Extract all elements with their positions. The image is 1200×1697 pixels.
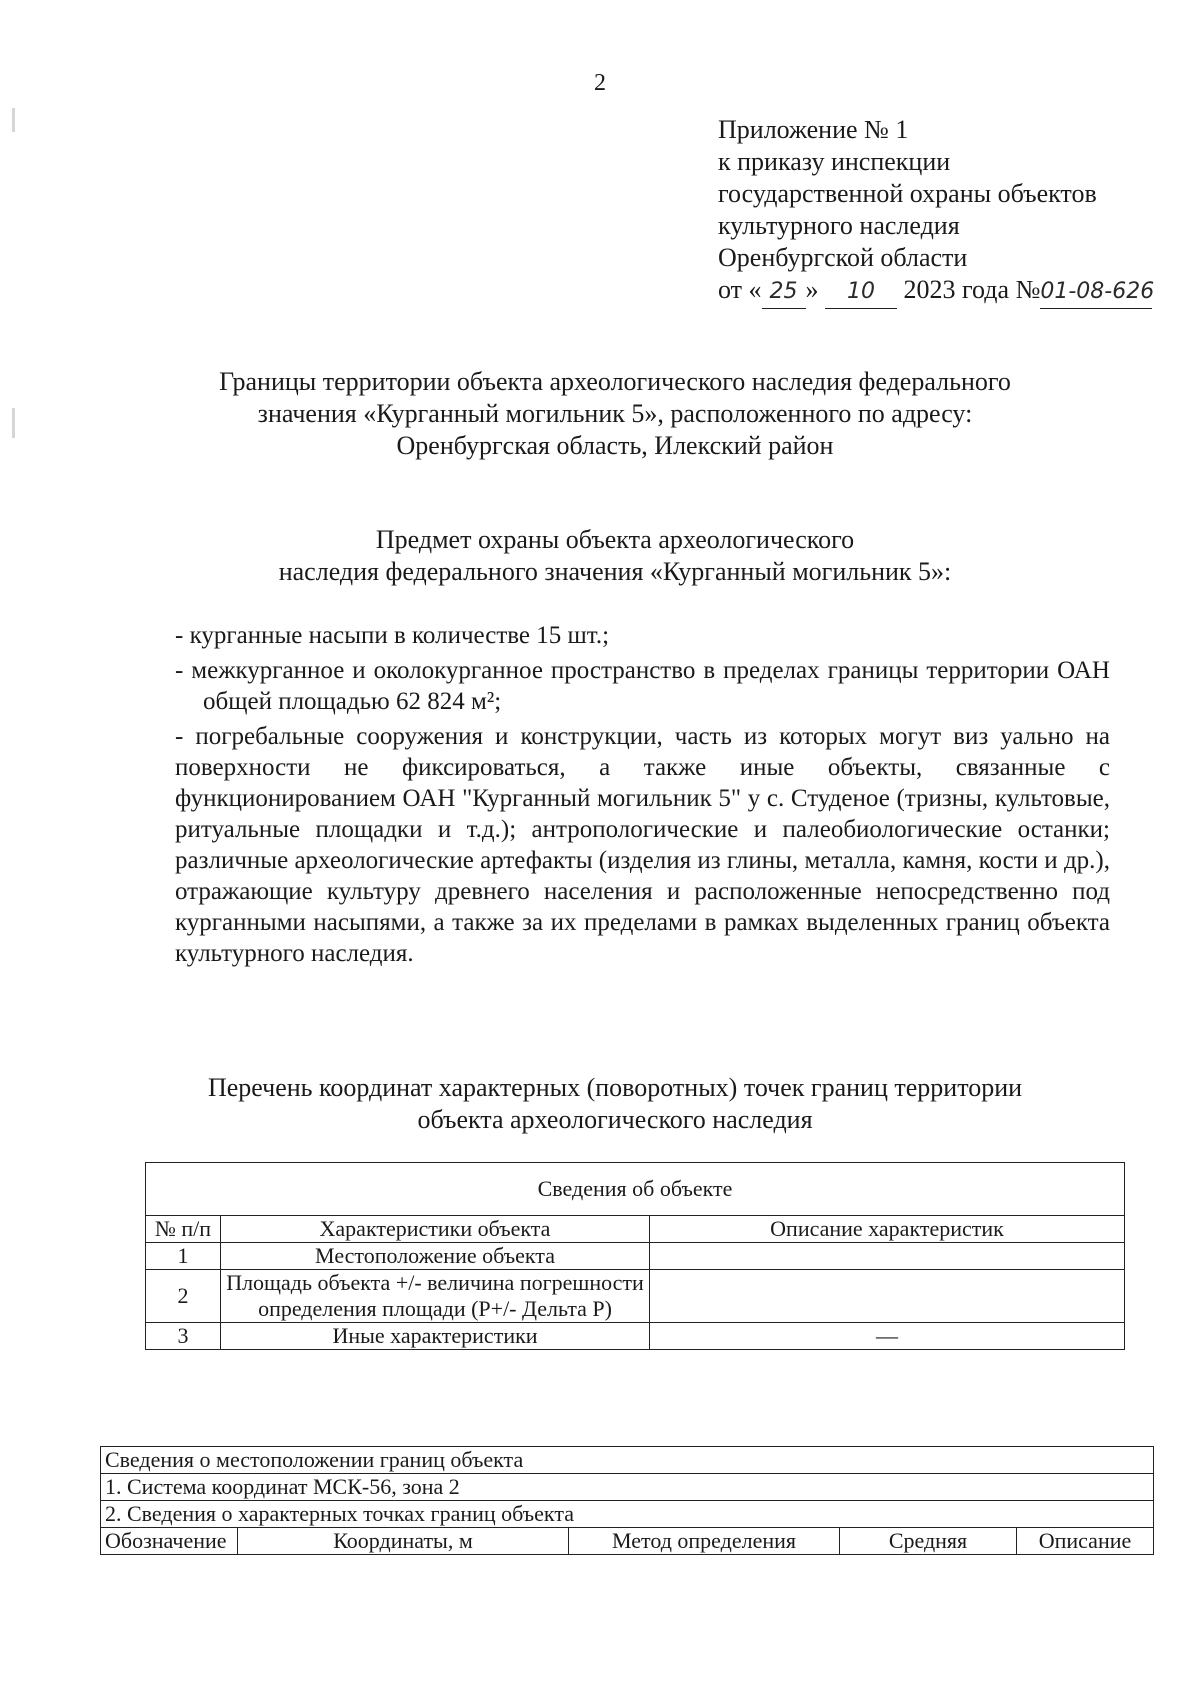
document-title	[150, 366, 1080, 462]
table-header-row	[146, 1163, 1125, 1216]
date-year: 2023 года №	[903, 275, 1041, 304]
table-row	[146, 1270, 1125, 1323]
location-header: Сведения о местоположении границ объекта	[101, 1447, 1154, 1474]
cell-number: 1	[146, 1243, 221, 1270]
scan-artifact	[12, 108, 15, 132]
coordinate-system: 1. Система координат МСК-56, зона 2	[101, 1474, 1154, 1501]
list-item: - межкурганное и околокурганное пространство в пределах границы территории ОАН общей площадью 62 824 м²;	[175, 657, 1110, 715]
scan-artifact	[12, 408, 15, 438]
table-column-row	[101, 1528, 1154, 1555]
col-average: Средняя	[840, 1528, 1017, 1555]
appendix-line: Приложение № 1	[718, 115, 909, 144]
cell-characteristic: Иные характеристики	[221, 1323, 650, 1350]
col-description: Описание	[1017, 1528, 1154, 1555]
cell-description	[650, 1270, 1125, 1323]
boundary-points-header: 2. Сведения о характерных точках границ объекта	[101, 1501, 1154, 1528]
table-row	[146, 1243, 1125, 1270]
cell-characteristic: Площадь объекта +/- величина погрешности определения площади (Р+/- Дельта Р)	[221, 1270, 650, 1323]
subject-line: наследия федерального значения «Курганный могильник 5»:	[278, 557, 952, 586]
coordinates-heading-line: Перечень координат характерных (поворотных) точек границ территории	[207, 1073, 1023, 1102]
table-column-row	[146, 1216, 1125, 1243]
appendix-line: Оренбургской области	[718, 243, 968, 272]
cell-number: 2	[146, 1270, 221, 1323]
table-header: Сведения об объекте	[146, 1163, 1125, 1216]
coordinates-heading	[150, 1072, 1080, 1136]
list-item: - погребальные сооружения и конструкции, часть из которых могут виз уально на поверхности не фиксироваться, а также иные объекты, связанные с функционированием ОАН "Курганный могильник 5" у с. Студеное (тризны, культовые, ритуальные площадки и т.д.); антропологические и палеобиологические останки; различные археологические артефакты (изделия из глины, металла, камня, кости и др.), отражающие культуру древнего населения и расположенные непосредственно под курганными насыпями, а также за их пределами в рамках выделенных границ объекта культурного наследия.	[175, 723, 1110, 967]
col-number: № п/п	[146, 1216, 221, 1243]
appendix-line: к приказу инспекции	[718, 147, 951, 176]
cell-characteristic: Местоположение объекта	[221, 1243, 650, 1270]
subject-line: Предмет охраны объекта археологического	[375, 525, 855, 554]
date-month: 10	[825, 276, 897, 309]
subject-heading	[150, 524, 1080, 588]
col-method: Метод определения	[569, 1528, 840, 1555]
protection-list	[175, 620, 1110, 973]
order-number: 01-08-626	[1040, 276, 1152, 309]
title-line: значения «Курганный могильник 5», расположенного по адресу:	[257, 399, 973, 428]
appendix-line: государственной охраны объектов	[718, 179, 1097, 208]
table-row	[101, 1447, 1154, 1474]
object-info-table	[145, 1162, 1125, 1350]
col-designation: Обозначение	[101, 1528, 238, 1555]
cell-number: 3	[146, 1323, 221, 1350]
col-coordinates: Координаты, м	[238, 1528, 569, 1555]
table-row	[146, 1323, 1125, 1350]
col-characteristic: Характеристики объекта	[221, 1216, 650, 1243]
table-row	[101, 1474, 1154, 1501]
date-quote: »	[805, 275, 819, 304]
location-table	[100, 1446, 1154, 1555]
cell-description	[650, 1243, 1125, 1270]
col-description: Описание характеристик	[650, 1216, 1125, 1243]
appendix-line: культурного наследия	[718, 211, 960, 240]
title-line: Границы территории объекта археологического наследия федерального	[219, 367, 1011, 396]
list-item: - курганные насыпи в количестве 15 шт.;	[175, 622, 610, 649]
title-line: Оренбургская область, Илекский район	[396, 431, 834, 460]
appendix-date-line	[718, 274, 1155, 309]
table-row	[101, 1501, 1154, 1528]
coordinates-heading-line: объекта археологического наследия	[417, 1105, 813, 1134]
cell-description: —	[650, 1323, 1125, 1350]
appendix-block	[718, 114, 1155, 309]
date-day: 25	[762, 276, 806, 309]
page-number: 2	[594, 70, 606, 96]
date-prefix: от «	[718, 275, 762, 304]
